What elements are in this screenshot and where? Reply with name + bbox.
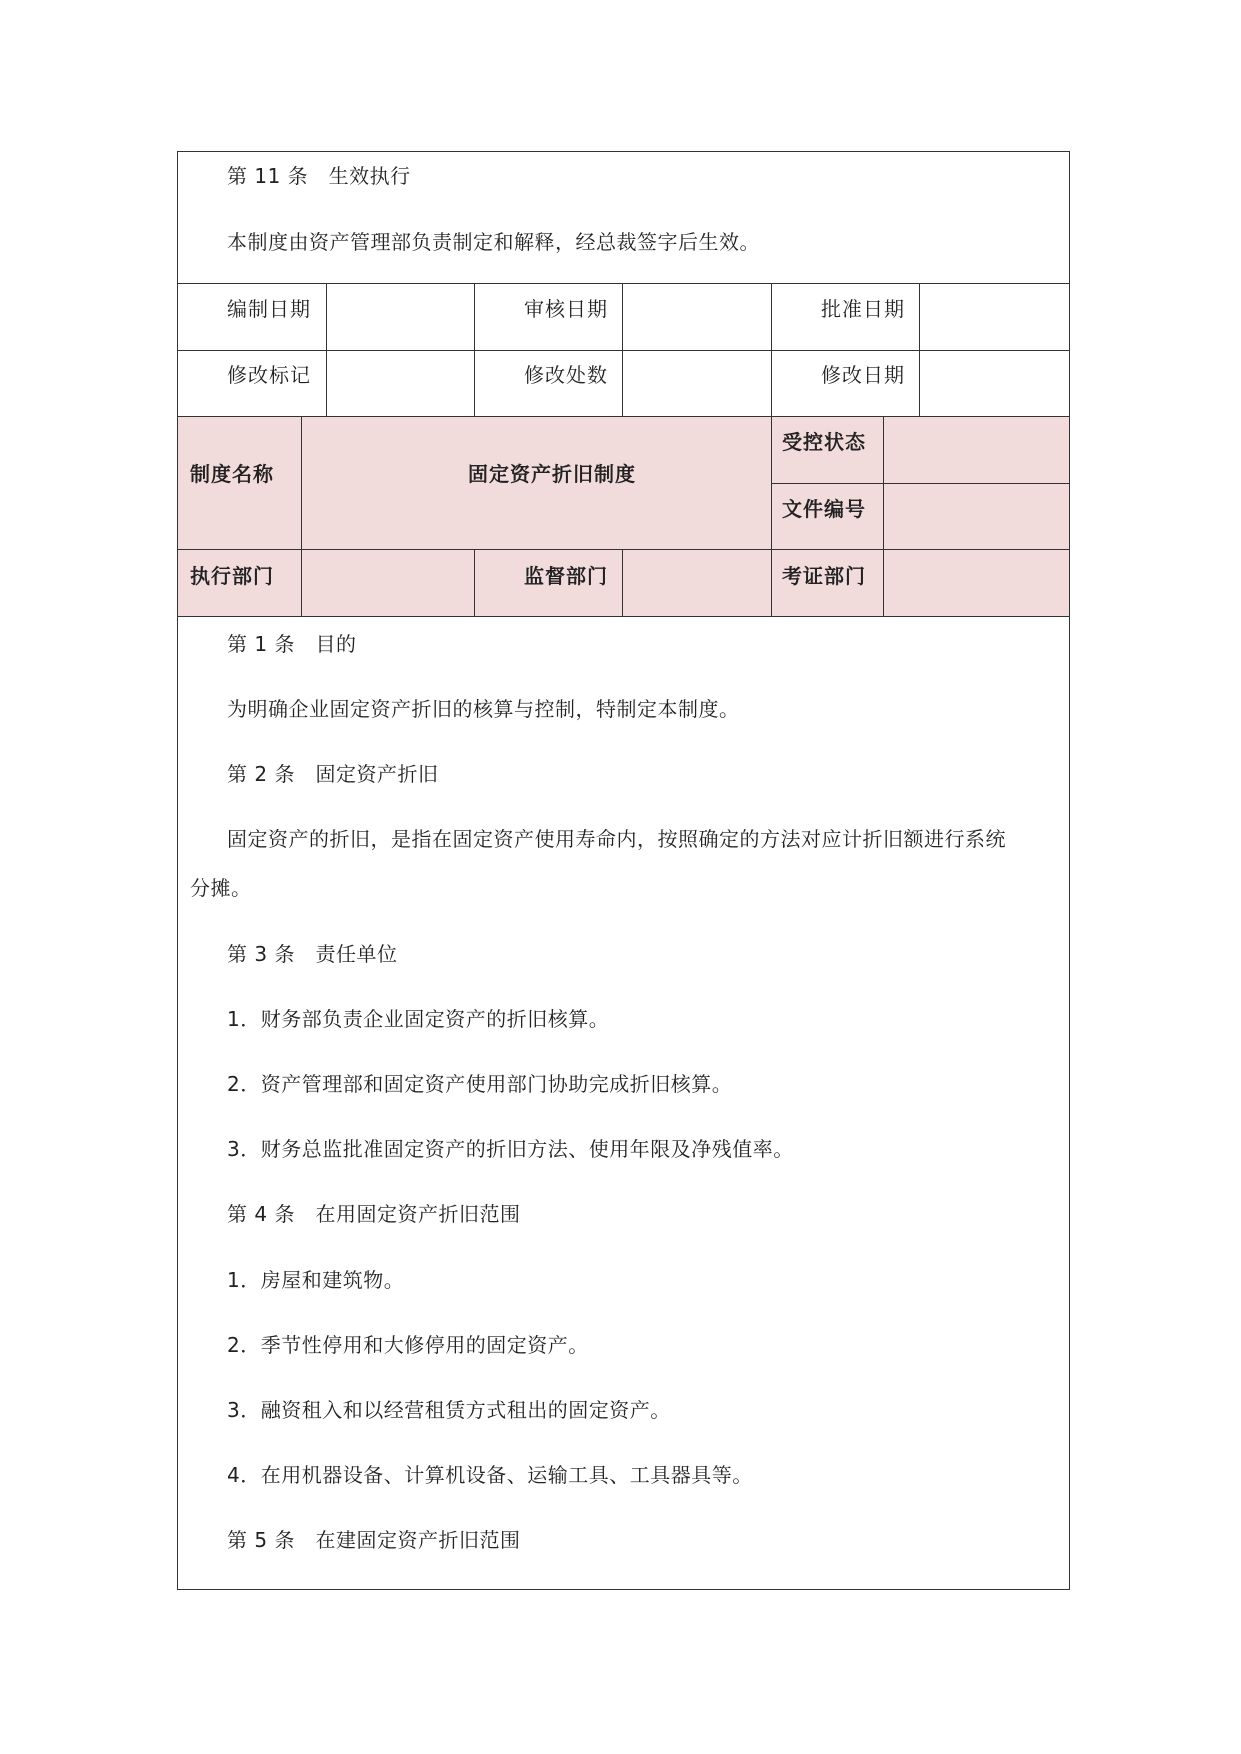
article5-heading: 第 5 条 在建固定资产折旧范围 bbox=[227, 1528, 521, 1552]
system-name-label: 制度名称 bbox=[190, 462, 274, 486]
revision-count-label: 修改处数 bbox=[524, 363, 608, 387]
list-item: 2．季节性停用和大修停用的固定资产。 bbox=[227, 1333, 589, 1357]
article2-text-line1: 固定资产的折旧，是指在固定资产使用寿命内，按照确定的方法对应计折旧额进行系统 bbox=[227, 827, 1006, 851]
table-divider bbox=[622, 549, 623, 616]
control-status-label: 受控状态 bbox=[782, 430, 866, 454]
table-divider bbox=[771, 416, 772, 616]
system-name-value: 固定资产折旧制度 bbox=[468, 462, 636, 486]
approve-date-label: 批准日期 bbox=[821, 297, 905, 321]
review-date-label: 审核日期 bbox=[524, 297, 608, 321]
article3-heading: 第 3 条 责任单位 bbox=[227, 942, 398, 966]
article4-heading: 第 4 条 在用固定资产折旧范围 bbox=[227, 1202, 521, 1226]
revision-mark-label: 修改标记 bbox=[227, 363, 311, 387]
article2-heading: 第 2 条 固定资产折旧 bbox=[227, 762, 439, 786]
article11-heading: 第 11 条 生效执行 bbox=[227, 164, 411, 188]
article1-text: 为明确企业固定资产折旧的核算与控制，特制定本制度。 bbox=[227, 697, 740, 721]
header-table-background bbox=[178, 417, 1069, 616]
table-divider bbox=[177, 283, 1070, 284]
supervise-dept-label: 监督部门 bbox=[524, 564, 608, 588]
table-divider bbox=[326, 283, 327, 416]
list-item: 3．融资租入和以经营租赁方式租出的固定资产。 bbox=[227, 1398, 671, 1422]
table-divider bbox=[474, 549, 475, 616]
table-divider bbox=[301, 416, 302, 616]
compile-date-label: 编制日期 bbox=[227, 297, 311, 321]
list-item: 3．财务总监批准固定资产的折旧方法、使用年限及净残值率。 bbox=[227, 1137, 794, 1161]
table-divider bbox=[883, 416, 884, 616]
table-divider bbox=[771, 483, 1070, 484]
table-divider bbox=[919, 283, 920, 416]
table-divider bbox=[474, 283, 475, 416]
exec-dept-label: 执行部门 bbox=[190, 564, 274, 588]
table-divider bbox=[177, 616, 1070, 617]
verify-dept-label: 考证部门 bbox=[782, 564, 866, 588]
article2-text-line2: 分摊。 bbox=[190, 876, 252, 900]
revision-date-label: 修改日期 bbox=[821, 363, 905, 387]
table-divider bbox=[622, 283, 623, 416]
article11-text: 本制度由资产管理部负责制定和解释，经总裁签字后生效。 bbox=[227, 230, 760, 254]
file-number-label: 文件编号 bbox=[782, 497, 866, 521]
list-item: 2．资产管理部和固定资产使用部门协助完成折旧核算。 bbox=[227, 1072, 733, 1096]
table-divider bbox=[177, 549, 1070, 550]
list-item: 4．在用机器设备、计算机设备、运输工具、工具器具等。 bbox=[227, 1463, 753, 1487]
article1-heading: 第 1 条 目的 bbox=[227, 632, 357, 656]
table-divider bbox=[177, 350, 1070, 351]
table-divider bbox=[771, 283, 772, 416]
list-item: 1．房屋和建筑物。 bbox=[227, 1268, 405, 1292]
list-item: 1．财务部负责企业固定资产的折旧核算。 bbox=[227, 1007, 610, 1031]
